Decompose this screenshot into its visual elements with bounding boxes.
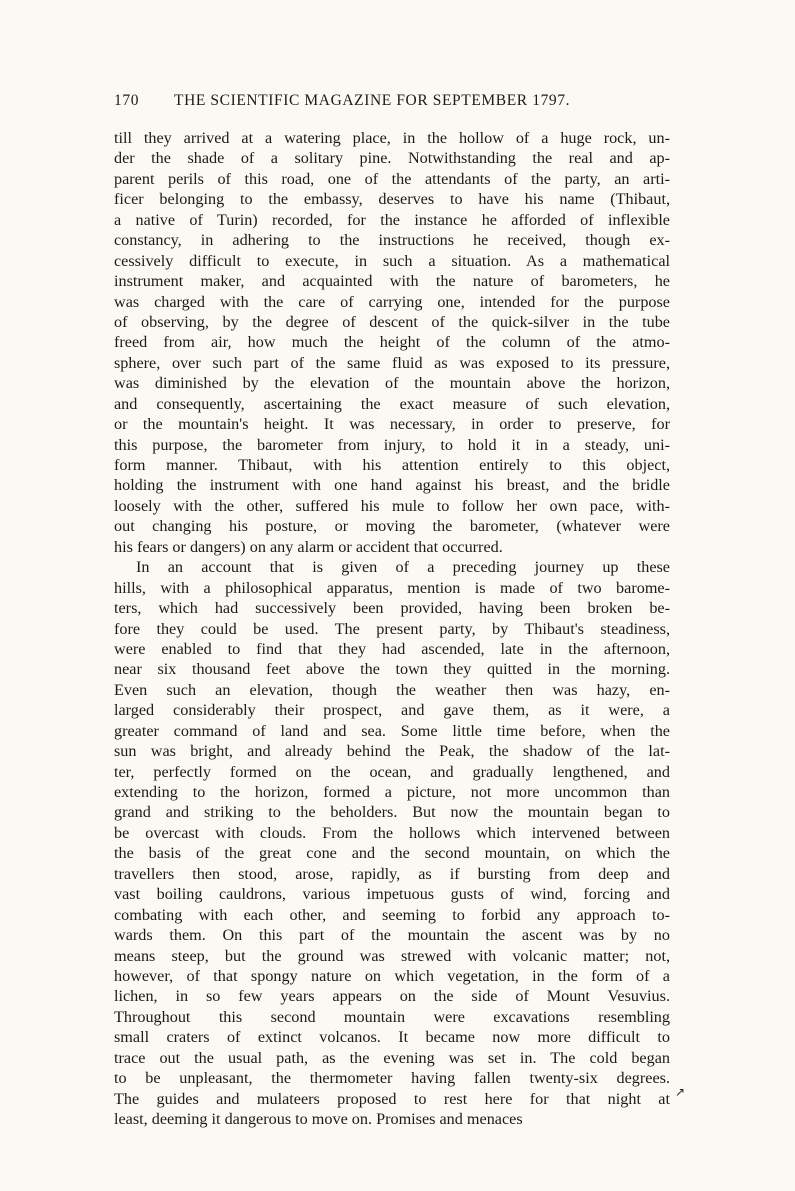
text-line: small craters of extinct volcanos. It became now more difficult to — [114, 1028, 670, 1047]
text-line: trace out the usual path, as the evening was set in. The cold began — [114, 1048, 670, 1067]
text-line: the basis of the great cone and the second mountain, on which the — [114, 844, 670, 863]
margin-mark: ↗ — [675, 1085, 686, 1099]
text-line: vast boiling cauldrons, various impetuous gusts of wind, forcing and — [114, 885, 670, 904]
text-line: loosely with the other, suffered his mule to follow her own pace, with- — [114, 496, 670, 515]
text-line: In an account that is given of a preceding journey up these — [136, 558, 670, 577]
text-line: travellers then stood, arose, rapidly, as if bursting from deep and — [114, 864, 670, 883]
text-line: lichen, in so few years appears on the side of Mount Vesuvius. — [114, 987, 670, 1006]
text-line: and consequently, ascertaining the exact measure of such elevation, — [114, 394, 670, 413]
text-line: sphere, over such part of the same fluid as was exposed to its pressure, — [114, 353, 670, 372]
text-line: Even such an elevation, though the weather then was hazy, en- — [114, 680, 670, 699]
text-line: fore they could be used. The present party, by Thibaut's steadiness, — [114, 619, 670, 638]
text-line: Throughout this second mountain were excavations resembling — [114, 1007, 670, 1026]
text-line: were enabled to find that they had ascended, late in the afternoon, — [114, 639, 670, 658]
text-line: combating with each other, and seeming to forbid any approach to- — [114, 905, 670, 924]
text-line: or the mountain's height. It was necessary, in order to preserve, for — [114, 415, 670, 434]
text-line: his fears or dangers) on any alarm or accident that occurred. — [114, 537, 503, 556]
text-line: The guides and mulateers proposed to rest here for that night at — [114, 1089, 670, 1108]
text-line: form manner. Thibaut, with his attention entirely to this object, — [114, 456, 670, 474]
text-line: till they arrived at a watering place, in the hollow of a huge rock, un- — [114, 129, 670, 147]
text-line: cessively difficult to execute, in such a situation. As a mathematical — [114, 251, 670, 270]
text-line: parent perils of this road, one of the attendants of the party, an arti- — [114, 169, 670, 188]
text-line: larged considerably their prospect, and gave them, as it were, a — [114, 701, 670, 720]
text-line: means steep, but the ground was strewed with volcanic matter; not, — [114, 946, 670, 965]
text-line: this purpose, the barometer from injury, to hold it in a steady, uni- — [114, 435, 670, 454]
text-line: of observing, by the degree of descent of the quick-silver in the tube — [114, 312, 670, 331]
text-line: be overcast with clouds. From the hollows which intervened between — [114, 823, 670, 842]
text-line: least, deeming it dangerous to move on. Promises and menaces — [114, 1110, 523, 1128]
text-line: ters, which had successively been provided, having been broken be- — [114, 599, 670, 618]
text-line: however, of that spongy nature on which vegetation, in the form of a — [114, 966, 670, 985]
text-line: ter, perfectly formed on the ocean, and gradually lengthened, and — [114, 762, 670, 781]
running-title: THE SCIENTIFIC MAGAZINE FOR SEPTEMBER 1797. — [174, 92, 571, 109]
text-line: near six thousand feet above the town they quitted in the morning. — [114, 660, 670, 679]
text-line: grand and striking to the beholders. But now the mountain began to — [114, 803, 670, 822]
text-line: out changing his posture, or moving the barometer, (whatever were — [114, 517, 670, 536]
text-line: der the shade of a solitary pine. Notwithstanding the real and ap- — [114, 149, 670, 168]
text-line: extending to the horizon, formed a picture, not more uncommon than — [114, 783, 670, 801]
text-line: ficer belonging to the embassy, deserves to have his name (Thibaut, — [114, 190, 670, 209]
text-line: greater command of land and sea. Some little time before, when the — [114, 721, 670, 740]
text-line: was charged with the care of carrying one, intended for the purpose — [114, 292, 670, 311]
text-line: was diminished by the elevation of the mountain above the horizon, — [114, 374, 670, 393]
text-line: sun was bright, and already behind the Peak, the shadow of the lat- — [114, 742, 670, 761]
running-head — [114, 92, 634, 114]
page-number: 170 — [114, 92, 140, 109]
text-line: hills, with a philosophical apparatus, mention is made of two barome- — [114, 578, 670, 597]
text-line: wards them. On this part of the mountain the ascent was by no — [114, 926, 670, 945]
text-line: a native of Turin) recorded, for the instance he afforded of inflexible — [114, 210, 670, 229]
text-line: constancy, in adhering to the instructions he received, though ex- — [114, 231, 670, 250]
text-line: to be unpleasant, the thermometer having fallen twenty-six degrees. — [114, 1069, 670, 1088]
text-line: instrument maker, and acquainted with the nature of barometers, he — [114, 272, 670, 291]
text-line: holding the instrument with one hand against his breast, and the bridle — [114, 476, 670, 495]
body-text — [114, 128, 670, 1129]
text-line: freed from air, how much the height of the column of the atmo- — [114, 333, 670, 352]
